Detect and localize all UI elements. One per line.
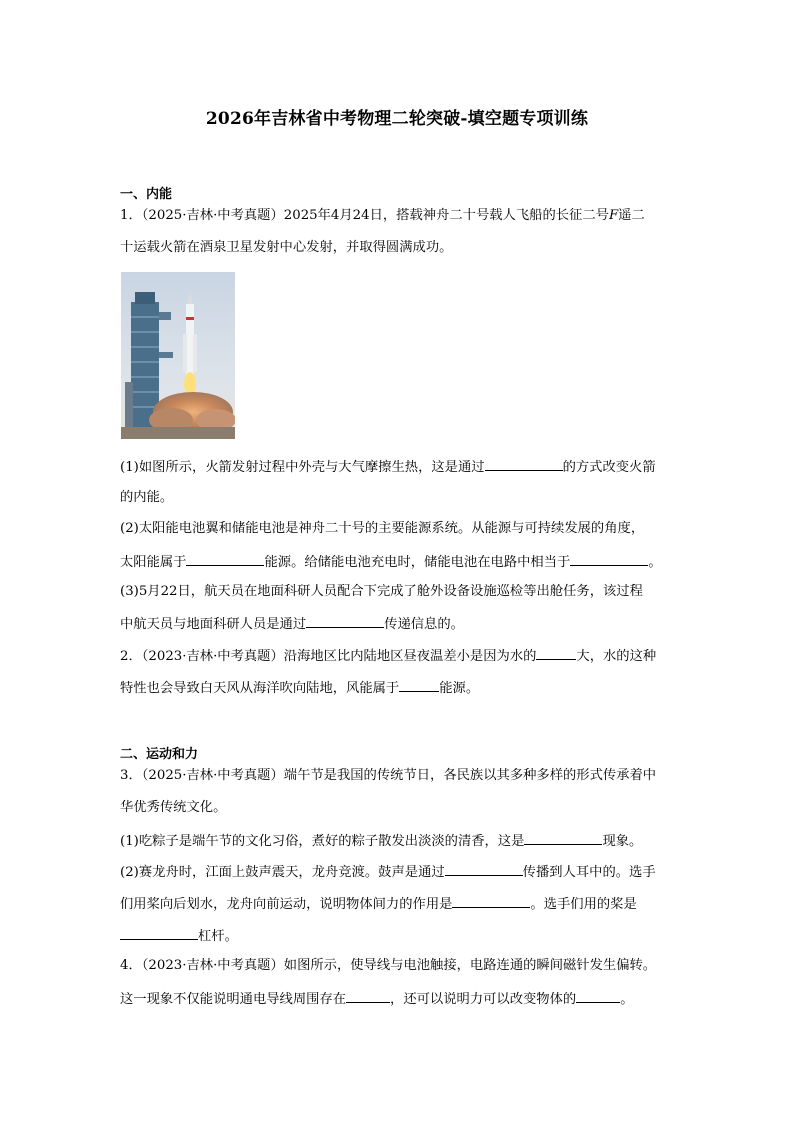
answer-blank[interactable]	[186, 553, 264, 566]
answer-blank[interactable]	[445, 863, 523, 876]
answer-blank[interactable]	[485, 458, 563, 471]
question-3-part-2-line-2	[120, 895, 637, 913]
question-1-stem-tail: 遥二	[618, 208, 645, 223]
question-3-part-1-text-tail: 现象。	[602, 834, 643, 849]
answer-blank[interactable]	[120, 927, 198, 940]
question-1-part-3-text-tail: 传递信息的。	[384, 617, 464, 632]
question-2-line-2	[120, 679, 479, 697]
question-1-stem: 1．（2025·吉林·中考真题）2025年4月24日，搭载神舟二十号载人飞船的长征二号	[120, 208, 609, 223]
question-3-part-2-text-end: 杠杆。	[198, 929, 238, 944]
section-heading-internal-energy: 一、内能	[120, 187, 173, 202]
answer-blank[interactable]	[536, 647, 576, 660]
question-2-text-end: 能源。	[439, 681, 480, 696]
answer-blank[interactable]	[452, 895, 530, 908]
question-1-part-1-line-1	[120, 458, 656, 476]
question-1-line-1	[120, 208, 645, 224]
question-1-part-3-line-2	[120, 615, 464, 633]
section-heading-motion-and-force: 二、运动和力	[120, 747, 199, 762]
question-1-part-2-text: 太阳能属于	[120, 555, 187, 570]
question-4-text: 这一现象不仅能说明通电导线周围存在	[120, 992, 347, 1007]
page-title: 2026年吉林省中考物理二轮突破-填空题专项训练	[205, 109, 589, 129]
question-2-text-tail: 大，水的这种	[576, 649, 657, 664]
question-3-part-2-line-1	[120, 863, 656, 881]
question-1-part-2-line-2	[120, 553, 662, 571]
question-3-part-1-text: (1)吃粽子是端午节的文化习俗，煮好的粽子散发出淡淡的清香，这是	[120, 834, 525, 849]
question-1-part-3-line-1: (3)5月22日，航天员在地面科研人员配合下完成了舱外设备设施巡检等出舱任务，该过程	[120, 584, 643, 599]
question-1-part-2-text-mid: 能源。给储能电池充电时，储能电池在电路中相当于	[264, 555, 571, 570]
question-3-part-2-text-2: 们用桨向后划水，龙舟向前运动，说明物体间力的作用是	[120, 897, 453, 912]
question-2-line-1	[120, 647, 656, 665]
question-4-line-2	[120, 990, 634, 1008]
answer-blank[interactable]	[570, 553, 648, 566]
question-3-part-2-text-tail: 传播到人耳中的。选手	[522, 865, 656, 880]
question-4-text-end: 。	[620, 992, 634, 1007]
question-1-part-2-text-end: 。	[648, 555, 662, 570]
rocket-launch-image	[121, 272, 235, 439]
question-1-part-1-text-tail: 的方式改变火箭	[562, 460, 656, 475]
question-3-part-2-text: (2)赛龙舟时，江面上鼓声震天，龙舟竞渡。鼓声是通过	[120, 865, 445, 880]
question-3-part-2-text-3: 。选手们用的桨是	[530, 897, 637, 912]
answer-blank[interactable]	[524, 832, 602, 845]
question-4-line-1: 4．（2023·吉林·中考真题）如图所示，使导线与电池触接，电路连通的瞬间磁针发生偏转。	[120, 958, 657, 973]
question-1-italic-f: F	[608, 208, 619, 223]
question-3-line-1: 3．（2025·吉林·中考真题）端午节是我国的传统节日，各民族以其多种多样的形式传承着中	[120, 768, 657, 783]
answer-blank[interactable]	[399, 679, 439, 692]
answer-blank[interactable]	[306, 615, 384, 628]
question-1-part-2-line-1: (2)太阳能电池翼和储能电池是神舟二十号的主要能源系统。从能源与可持续发展的角度，	[120, 521, 645, 536]
question-4-text-mid: ，还可以说明力可以改变物体的	[390, 992, 577, 1007]
question-3-part-1	[120, 832, 642, 850]
answer-blank[interactable]	[576, 990, 620, 1003]
question-1-part-1-text: (1)如图所示，火箭发射过程中外壳与大气摩擦生热，这是通过	[120, 460, 485, 475]
question-1-part-1-line-2: 的内能。	[120, 490, 174, 505]
question-1-part-3-text: 中航天员与地面科研人员是通过	[120, 617, 307, 632]
question-1-line-2: 十运载火箭在酒泉卫星发射中心发射，并取得圆满成功。	[120, 240, 453, 255]
answer-blank[interactable]	[346, 990, 390, 1003]
question-2-text-2: 特性也会导致白天风从海洋吹向陆地，风能属于	[120, 681, 400, 696]
question-2-text: 2．（2023·吉林·中考真题）沿海地区比内陆地区昼夜温差小是因为水的	[120, 649, 537, 664]
question-3-line-2: 华优秀传统文化。	[120, 800, 227, 815]
question-3-part-2-line-3	[120, 927, 238, 945]
